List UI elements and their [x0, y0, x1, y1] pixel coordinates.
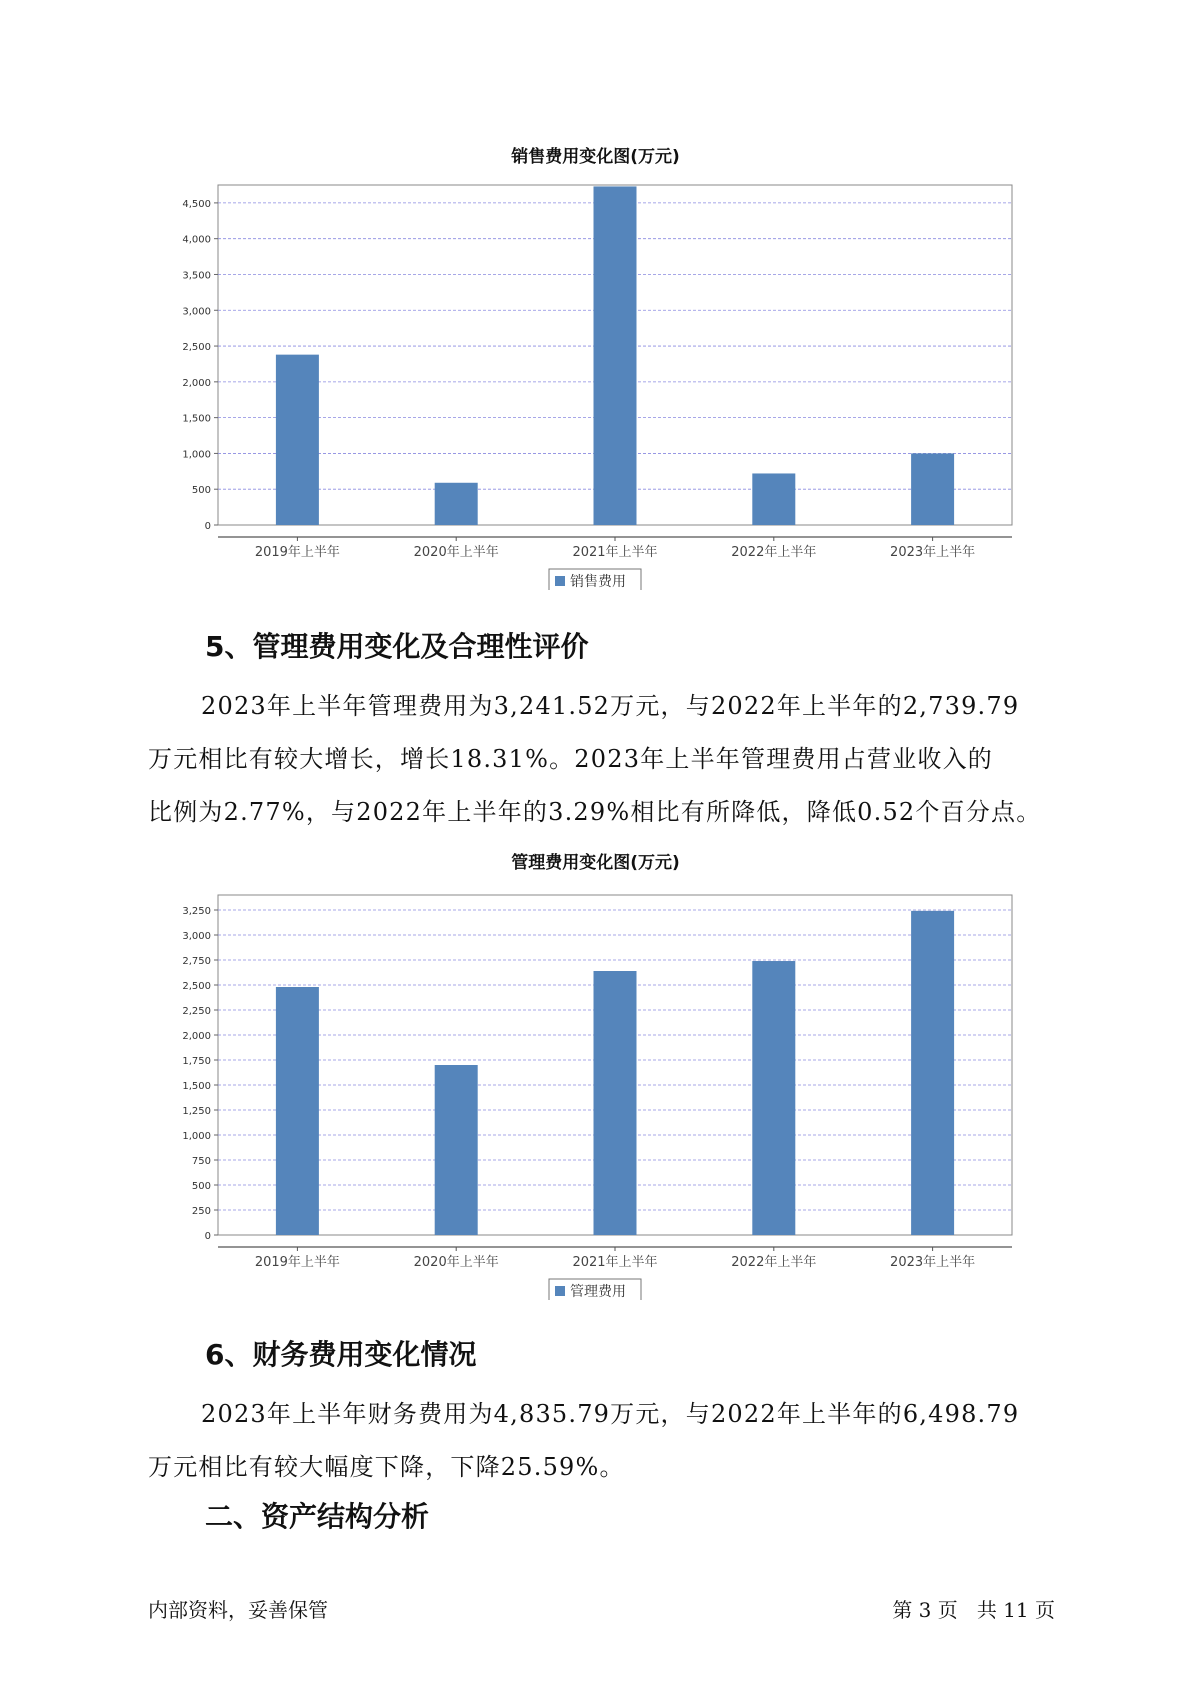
footer-page-number: 第 3 页 共 11 页 — [892, 1598, 1055, 1622]
chart1-bar — [752, 473, 795, 525]
chart2-y-tick-label: 2,750 — [182, 956, 211, 967]
chart1-legend-swatch — [555, 576, 565, 586]
chart2-x-tick-label: 2022年上半年 — [731, 1255, 817, 1270]
section5-line-2: 万元相比有较大增长，增长18.31%。2023年上半年管理费用占营业收入的 — [148, 745, 993, 773]
chart2-bar — [911, 911, 954, 1235]
chart2-bar — [435, 1065, 478, 1235]
chart1-x-tick-label: 2021年上半年 — [572, 545, 658, 560]
chart2-y-tick-label: 3,250 — [182, 906, 211, 917]
chart1-y-tick-label: 500 — [191, 485, 211, 497]
chart1-y-tick-label: 3,000 — [182, 306, 211, 318]
section5-paragraph — [148, 680, 1048, 839]
chart2-bar — [276, 987, 319, 1235]
management-expense-chart — [0, 880, 1191, 1300]
chart2-y-tick-label: 1,000 — [182, 1131, 211, 1142]
chart1-y-tick-label: 4,000 — [182, 234, 211, 246]
chart2-x-tick-label: 2023年上半年 — [890, 1255, 976, 1270]
section-two-heading: 二、资产结构分析 — [205, 1500, 430, 1533]
chart1-legend-label: 销售费用 — [570, 574, 626, 590]
section5-heading: 5、管理费用变化及合理性评价 — [205, 630, 589, 663]
section6-heading: 6、财务费用变化情况 — [205, 1338, 477, 1371]
chart2-y-tick-label: 2,000 — [182, 1031, 211, 1042]
chart1-y-tick-label: 1,500 — [182, 413, 211, 425]
chart2-title: 管理费用变化图(万元) — [511, 853, 680, 873]
chart2-x-tick-label: 2019年上半年 — [254, 1255, 340, 1270]
sales-expense-chart — [0, 170, 1191, 590]
chart2-y-tick-label: 1,250 — [182, 1106, 211, 1117]
chart1-bar — [594, 186, 637, 525]
section5-line-1: 2023年上半年管理费用为3,241.52万元，与2022年上半年的2,739.79 — [201, 692, 1020, 720]
chart1-x-tick-label: 2023年上半年 — [890, 545, 976, 560]
chart1-y-tick-label: 2,500 — [182, 342, 211, 354]
chart1-x-tick-label: 2019年上半年 — [254, 545, 340, 560]
chart2-y-tick-label: 2,250 — [182, 1006, 211, 1017]
chart1-y-tick-label: 4,500 — [182, 198, 211, 210]
chart2-bar — [594, 971, 637, 1235]
section6-paragraph — [148, 1388, 1048, 1494]
chart1-bar — [911, 453, 954, 525]
chart2-y-tick-label: 250 — [191, 1206, 211, 1217]
section6-line-1: 2023年上半年财务费用为4,835.79万元，与2022年上半年的6,498.79 — [201, 1400, 1020, 1428]
footer-confidential: 内部资料，妥善保管 — [148, 1598, 328, 1622]
chart2-x-tick-label: 2020年上半年 — [413, 1255, 499, 1270]
chart2-y-tick-label: 3,000 — [182, 931, 211, 942]
chart1-title: 销售费用变化图(万元) — [511, 147, 680, 167]
section5-line-3: 比例为2.77%，与2022年上半年的3.29%相比有所降低，降低0.52个百分点。 — [148, 798, 1042, 826]
chart1-x-tick-label: 2020年上半年 — [413, 545, 499, 560]
chart1-y-tick-label: 0 — [204, 521, 211, 532]
chart2-legend-swatch — [555, 1286, 565, 1296]
chart1-y-tick-label: 1,000 — [182, 449, 211, 461]
chart2-legend-label: 管理费用 — [570, 1284, 626, 1300]
chart2-y-tick-label: 750 — [191, 1156, 211, 1167]
chart2-bar — [752, 961, 795, 1235]
chart2-y-tick-label: 2,500 — [182, 981, 211, 992]
chart2-y-tick-label: 0 — [204, 1231, 211, 1242]
chart2-y-tick-label: 1,500 — [182, 1081, 211, 1092]
chart1-bar — [435, 483, 478, 525]
chart1-bar — [276, 355, 319, 525]
chart1-x-tick-label: 2022年上半年 — [731, 545, 817, 560]
chart1-y-tick-label: 3,500 — [182, 270, 211, 282]
chart1-y-tick-label: 2,000 — [182, 377, 211, 389]
section6-line-2: 万元相比有较大幅度下降，下降25.59%。 — [148, 1453, 625, 1481]
chart2-y-tick-label: 1,750 — [182, 1056, 211, 1067]
chart2-x-tick-label: 2021年上半年 — [572, 1255, 658, 1270]
chart2-y-tick-label: 500 — [191, 1181, 211, 1192]
